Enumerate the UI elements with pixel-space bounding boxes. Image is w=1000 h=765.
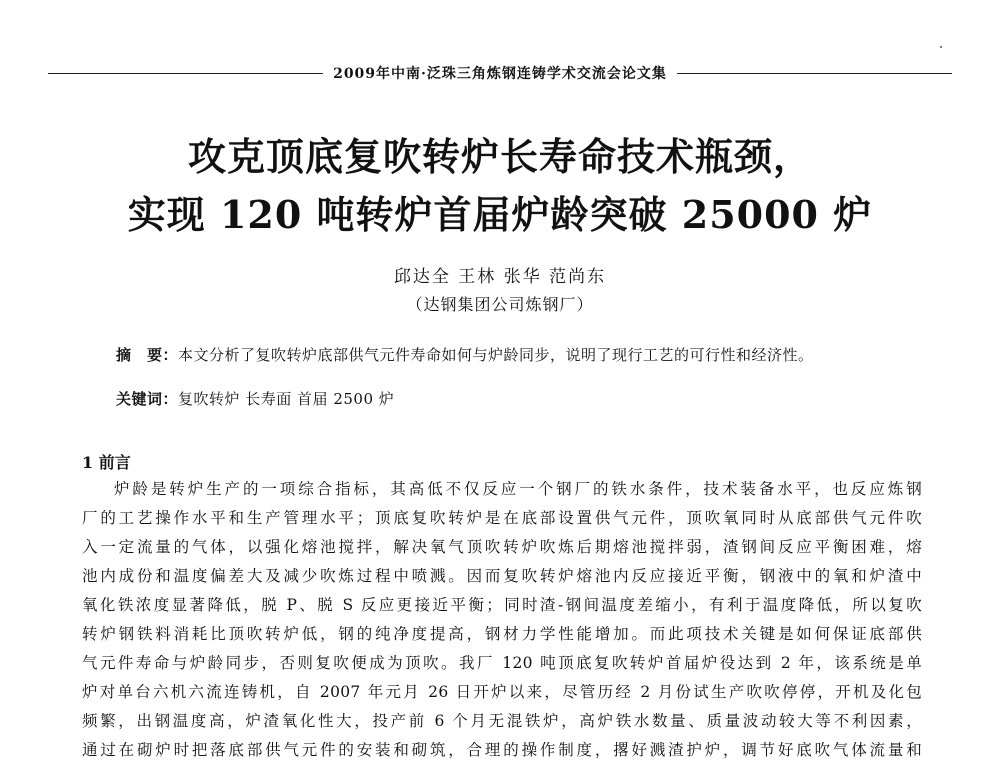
header-rule-left	[48, 73, 323, 74]
body-line: 池内成份和温度偏差大及减少吹炼过程中喷溅。因而复吹转炉熔池内反应接近平衡，钢液中的氧和炉渣中	[82, 567, 922, 585]
section-heading: 1 前言	[82, 453, 131, 472]
body-line: 厂的工艺操作水平和生产管理水平；顶底复吹转炉是在底部设置供气元件，顶吹氧同时从底部供气元件吹	[82, 509, 922, 527]
author-list: 邱达全 王林 张华 范尚东	[393, 267, 607, 287]
paper-title-line-2: 实现 120 吨转炉首届炉龄突破 25000 炉	[127, 192, 873, 237]
paper-title-line-1: 攻克顶底复吹转炉长寿命技术瓶颈，	[187, 134, 812, 179]
body-line: 气元件寿命与炉龄同步，否则复吹便成为顶吹。我厂 120 吨顶底复吹转炉首届炉役达到 2 年，该系统是单	[82, 654, 922, 672]
body-line: 通过在砌炉时把落底部供气元件的安装和砌筑，合理的操作制度，撂好溅渣护炉，调节好底吹气体流量和	[82, 741, 922, 759]
abstract	[116, 344, 936, 365]
header-title: 2009年中南·泛珠三角炼钢连铸学术交流会论文集	[333, 66, 667, 82]
abstract-label: 摘 要：	[116, 346, 179, 364]
abstract-text: 本文分析了复吹转炉底部供气元件寿命如何与炉龄同步，说明了现行工艺的可行性和经济性。	[178, 346, 814, 364]
body-paragraph	[82, 475, 922, 765]
body-line: 转炉钢铁料消耗比顶吹转炉低，钢的纯净度提高，钢材力学性能增加。而此项技术关键是如何保证底部供	[82, 625, 922, 643]
running-header	[48, 62, 952, 84]
body-line: 入一定流量的气体，以强化熔池搅拌，解决氧气顶吹转炉吹炼后期熔池搅拌弱，渣钢间反应平衡困难，熔	[82, 538, 922, 556]
body-line: 炉龄是转炉生产的一项综合指标，其高低不仅反应一个钢厂的铁水条件，技术装备水平，也反应炼钢	[114, 480, 922, 498]
keywords-text: 复吹转炉 长寿面 首届 2500 炉	[178, 390, 395, 408]
affiliation: （达钢集团公司炼钢厂）	[406, 295, 594, 314]
keywords-label: 关键词：	[116, 390, 179, 408]
speck-mark	[940, 46, 942, 48]
keywords	[116, 388, 936, 409]
header-rule-right	[677, 73, 952, 74]
body-line: 炉对单台六机六流连铸机，自 2007 年元月 26 日开炉以来，尽管历经 2 月份试生产吹吹停停，开机及化包	[82, 683, 922, 701]
body-line: 氧化铁浓度显著降低，脱 P、脱 S 反应更接近平衡；同时渣-钢间温度差缩小，有利于温度降低，所以复吹	[82, 596, 922, 614]
body-line: 频繁，出钢温度高，炉渣氧化性大，投产前 6 个月无混铁炉，高炉铁水数量、质量波动较大等不利因素，	[82, 712, 922, 730]
